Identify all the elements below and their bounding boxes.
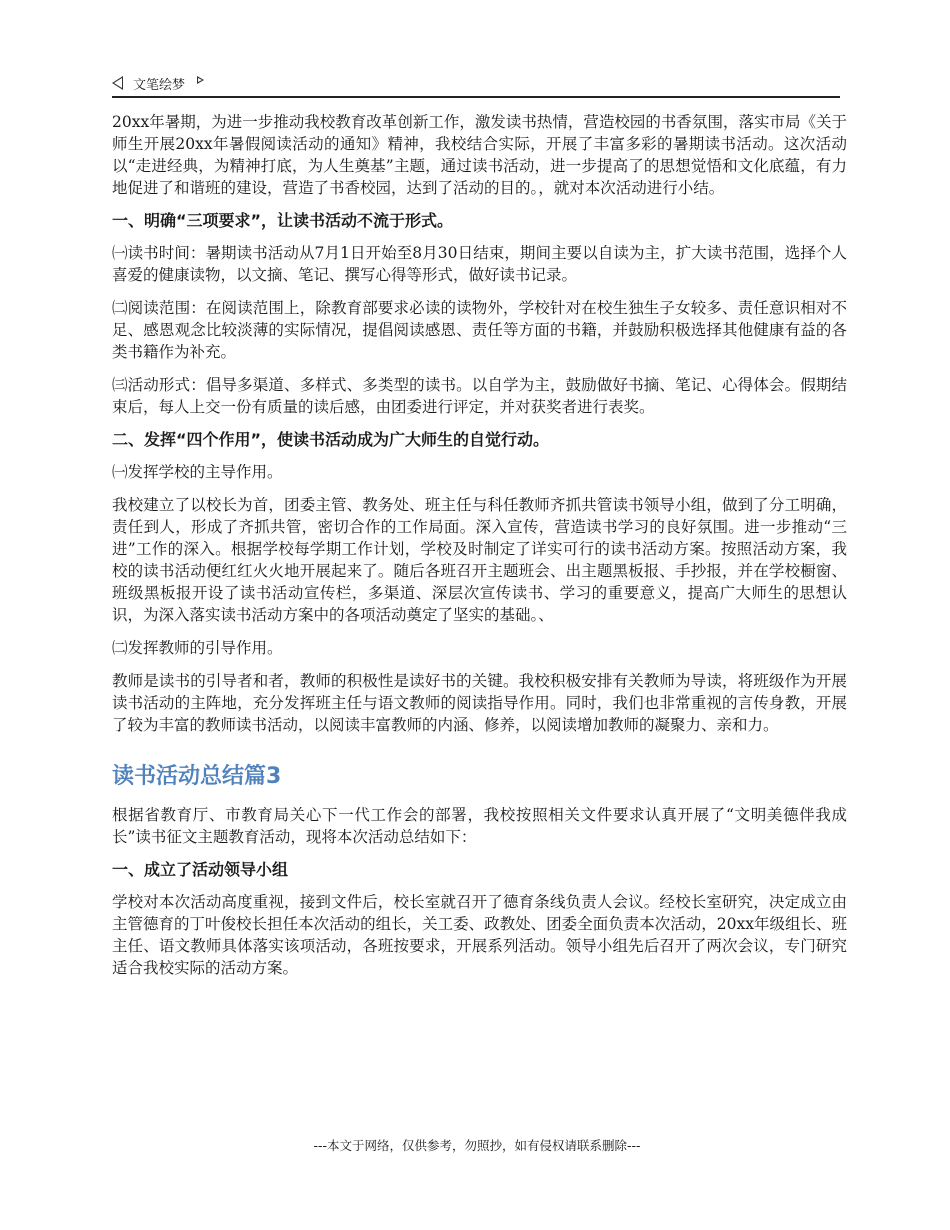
section-title: 读书活动总结篇3 bbox=[112, 764, 282, 789]
triangle-left-icon bbox=[112, 76, 123, 90]
paragraph-teacher-role-detail: 教师是读书的引导者和者，教师的积极性是读好书的关键。我校积极安排有关教师为导读，将班级作为开展读书活动的主阵地，充分发挥班主任与语文教师的阅读指导作用。同时，我们也非常重视的言传身教，开展了较为丰富的教师读书活动，以阅读丰富教师的内涵、修养，以阅读增加教师的凝聚力、亲和力。 bbox=[112, 672, 847, 734]
paragraph-reading-time: ㈠读书时间：暑期读书活动从7月1日开始至8月30日结束，期间主要以自读为主，扩大读书范围，选择个人喜爱的健康读物，以文摘、笔记、撰写心得等形式，做好读书记录。 bbox=[112, 244, 847, 284]
paragraph-school-role: ㈠发挥学校的主导作用。 bbox=[112, 463, 283, 481]
paragraph-teacher-role: ㈡发挥教师的引导作用。 bbox=[112, 639, 283, 657]
paragraph-activity-form: ㈢活动形式：倡导多渠道、多样式、多类型的读书。以自学为主，鼓励做好书摘、笔记、心得体会。假期结束后，每人上交一份有质量的读后感，由团委进行评定，并对获奖者进行表奖。 bbox=[112, 376, 847, 416]
document-body bbox=[112, 111, 847, 990]
paragraph-school-role-detail: 我校建立了以校长为首，团委主管、教务处、班主任与科任教师齐抓共管读书领导小组，做到了分工明确，责任到人，形成了齐抓共管，密切合作的工作局面。深入宣传，营造读书学习的良好氛围。进一步推动“三进”工作的深入。根据学校每学期工作计划，学校及时制定了详实可行的读书活动方案。按照活动方案，我校的读书活动便红红火火地开展起来了。随后各班召开主题班会、出主题黑板报、手抄报，并在学校橱窗、班级黑板报开设了读书活动宣传栏，多渠道、深层次宣传读书、学习的重要意义，提高广大师生的思想认识，为深入落实读书活动方案中的各项活动奠定了坚实的基础。、 bbox=[112, 496, 847, 624]
intro-paragraph: 20xx年暑期，为进一步推动我校教育改革创新工作，激发读书热情，营造校园的书香氛围，落实市局《关于师生开展20xx年暑假阅读活动的通知》精神，我校结合实际，开展了丰富多彩的暑期读书活动。这次活动以“走进经典，为精神打底，为人生奠基”主题，通过读书活动，进一步提高了的思想觉悟和文化底蕴，有力地促进了和谐班的建设，营造了书香校园，达到了活动的目的。，就对本次活动进行小结。 bbox=[112, 113, 847, 197]
paragraph-section3-intro: 根据省教育厅、市教育局关心下一代工作会的部署，我校按照相关文件要求认真开展了“文明美德伴我成长”读书征文主题教育活动，现将本次活动总结如下： bbox=[112, 806, 847, 846]
heading-leadership-group: 一、成立了活动领导小组 bbox=[112, 860, 289, 879]
triangle-right-icon bbox=[197, 76, 204, 84]
document-page bbox=[112, 0, 847, 1230]
heading-three-requirements: 一、明确“三项要求”，让读书活动不流于形式。 bbox=[112, 211, 454, 230]
page-header bbox=[112, 70, 840, 98]
header-brand: 文笔绘梦 bbox=[133, 77, 186, 93]
heading-four-roles: 二、发挥“四个作用”，使读书活动成为广大师生的自觉行动。 bbox=[112, 430, 550, 449]
paragraph-leadership-detail: 学校对本次活动高度重视，接到文件后，校长室就召开了德育条线负责人会议。经校长室研究，决定成立由主管德育的丁叶俊校长担任本次活动的组长，关工委、政教处、团委全面负责本次活动，20xx年级组长、班主任、语文教师具体落实该项活动，各班按要求，开展系列活动。领导小组先后召开了两次会议，专门研究适合我校实际的活动方案。 bbox=[112, 893, 847, 977]
page-footer: ---本文于网络，仅供参考，勿照抄，如有侵权请联系删除--- bbox=[313, 1138, 641, 1153]
paragraph-reading-scope: ㈡阅读范围：在阅读范围上，除教育部要求必读的读物外，学校针对在校生独生子女较多、责任意识相对不足、感恩观念比较淡薄的实际情况，提倡阅读感恩、责任等方面的书籍，并鼓励积极选择其他健康有益的各类书籍作为补充。 bbox=[112, 299, 847, 361]
